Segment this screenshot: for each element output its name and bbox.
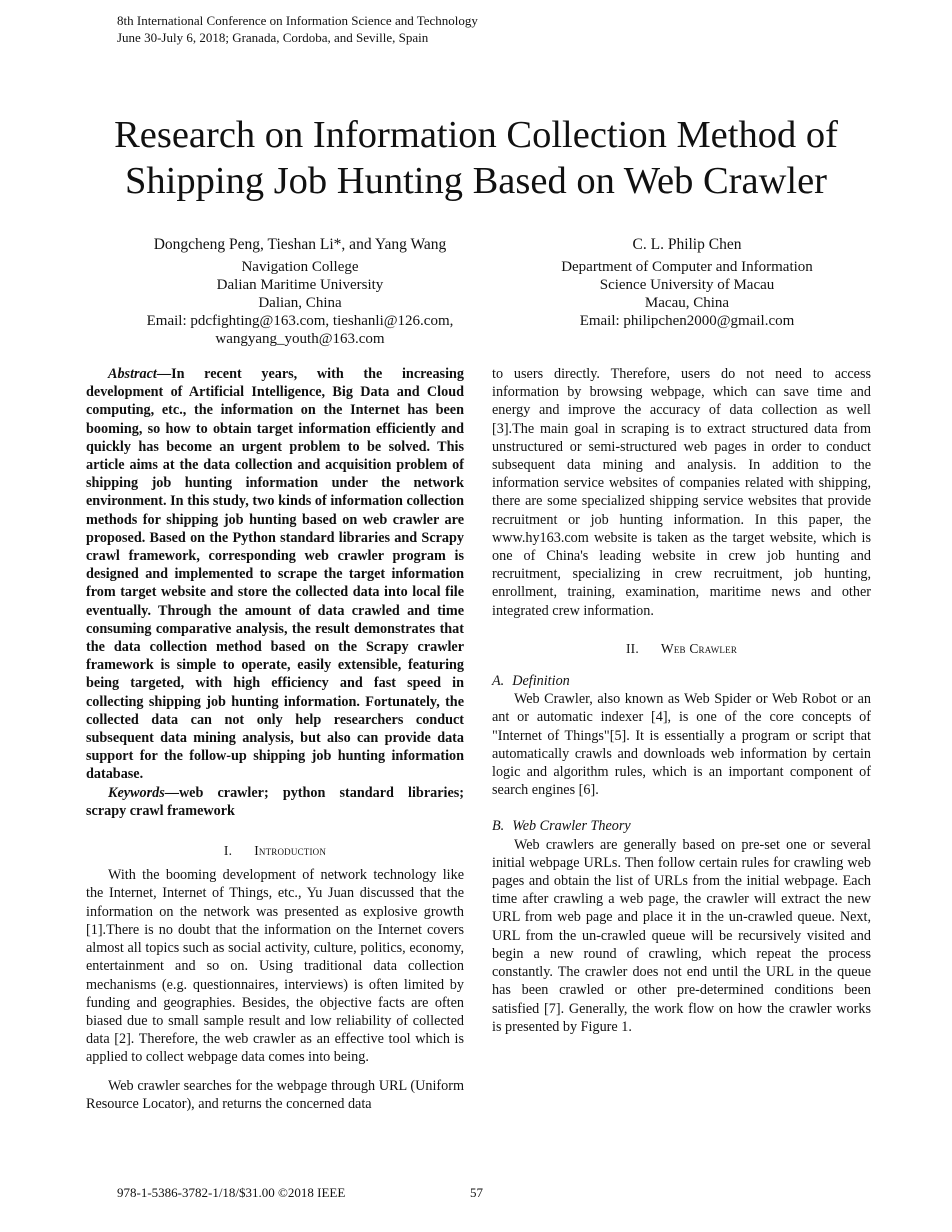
author-block-right: [500, 236, 874, 330]
right-column: [492, 365, 871, 1036]
section-title: Introduction: [254, 843, 327, 859]
author-affiliation: Science University of Macau: [599, 277, 775, 293]
author-names: C. L. Philip Chen: [632, 236, 742, 253]
author-location: Dalian, China: [258, 295, 342, 311]
subsection-title: Web Crawler Theory: [512, 818, 631, 835]
subsection-heading-definition: [492, 672, 871, 690]
conference-dates: June 30-July 6, 2018; Granada, Cordoba, and Seville, Spain: [117, 30, 429, 45]
author-block-left: [80, 236, 520, 348]
keywords-dash: —: [164, 784, 179, 801]
subsection-number: B.: [492, 818, 505, 835]
author-email: Email: pdcfighting@163.com, tieshanli@126.com,: [146, 313, 454, 329]
intro-paragraph-2: Web crawler searches for the webpage through URL (Uniform Resource Locator), and returns the concerned data: [86, 1077, 464, 1112]
keywords-label: Keywords: [108, 784, 165, 801]
subsection-number: A.: [492, 673, 505, 690]
intro-paragraph-1: With the booming development of network technology like the Internet, Internet of Things, etc., Yu Juan discussed that the information on the network was presented as explosive growth [1].There is no doubt that the information on the Internet covers almost all topics such as social activity, culture, politics, economy, entertainment and so on. Using traditional data collection mechanisms (e.g. questionnaires, interviews) is often limited by funding and geographies. Besides, the objective facts are often biased due to small sample result and low reliability of collected data [2]. Therefore, the web crawler as an effective tool which is applied to collect webpage data comes into being.: [86, 867, 464, 1066]
author-email: wangyang_youth@163.com: [215, 331, 385, 347]
author-location: Macau, China: [644, 295, 730, 311]
theory-paragraph: Web crawlers are generally based on pre-set one or several initial webpage URLs. Then follow certain rules for crawling web pages and obtain the list of URLs from the initial webpage. Each time after crawling a web page, the crawler will extract the new URL from web page and place it in the un-crawled queue. Next, URL from the un-crawled queue will be recursively visited and begin a new round of crawling, which repeat the process constantly. The crawler does not end until the URL in the queue has been crawled or other pre-determined conditions been satisfied [7]. Generally, the work flow on how the crawler works is presented by Figure 1.: [492, 836, 871, 1035]
left-column: [86, 365, 464, 1113]
author-email: Email: philipchen2000@gmail.com: [579, 313, 795, 329]
conference-name: 8th International Conference on Information Science and Technology: [117, 13, 478, 28]
keywords-text: web crawler; python standard libraries; scrapy crawl framework: [86, 784, 464, 819]
keywords: [86, 784, 464, 820]
section-heading-introduction: [86, 842, 464, 860]
section-number: II.: [625, 640, 639, 656]
title-line-1: Research on Information Collection Method of: [114, 114, 838, 156]
abstract-text: In recent years, with the increasing development of Artificial Intelligence, Big Data and Cloud computing, etc., the information on the Internet has been booming, so how to obtain target information efficiently and quickly has become an urgent problem to be solved. This article aims at the data collection and acquisition problem of shipping job hunting information under the network environment. In this study, two kinds of information collection methods for shipping job hunting based on web crawler are proposed. Based on the Python standard libraries and Scrapy crawl framework, corresponding web crawler program is designed and implemented to scrape the target information from target website and store the collected data into local file eventually. Through the amount of data crawled and time consuming comparative analysis, the result demonstrates that the data collection method based on the Scrapy crawler framework is simple to operate, easily extensible, featuring being targeted, with high efficiency and fast speed in collecting shipping job hunting information. Fortunately, the collected data can not only help researchers conduct subsequent data mining analysis, but also can provide data support for the follow-up shipping job hunting information database.: [86, 366, 464, 783]
page-number: 57: [470, 1185, 483, 1200]
abstract-label: Abstract: [108, 366, 157, 382]
author-affiliation: Dalian Maritime University: [216, 277, 384, 293]
subsection-title: Definition: [512, 673, 570, 690]
copyright-footer: 978-1-5386-3782-1/18/$31.00 ©2018 IEEE: [117, 1185, 346, 1200]
abstract-dash: —: [156, 366, 172, 382]
author-names: Dongcheng Peng, Tieshan Li*, and Yang Wang: [153, 236, 447, 253]
section-number: I.: [223, 843, 233, 859]
intro-paragraph-2-continued: to users directly. Therefore, users do not need to access information by browsing webpage, which can save time and energy and improve the accuracy of data collection as well [3].The main goal in scraping is to extract structured data from unstructured or semi-structured web pages in order to conduct subsequent data mining and analysis. In addition to the information service websites of companies related with shipping, there are some specialized shipping service websites that provide recruitment or job hunting information. In this paper, the www.hy163.com website is taken as the target website, which is one of China's leading website in crew job hunting and recruitment, specializing in crew recruitment, job hunting, enrollment, training, examination, maritime news and other integrated crew information.: [492, 366, 871, 619]
author-affiliation: Department of Computer and Information: [561, 259, 813, 275]
author-affiliation: Navigation College: [241, 259, 359, 275]
conference-header: [117, 12, 478, 46]
section-heading-web-crawler: [492, 640, 871, 658]
abstract: [86, 365, 464, 784]
definition-paragraph: Web Crawler, also known as Web Spider or Web Robot or an ant or automatic indexer [4], is one of the core concepts of "Internet of Things"[5]. It is essentially a program or script that automatically crawls and downloads web information by certain logic and algorithm rules, which is an important component of search engines [6].: [492, 691, 871, 799]
paper-title: [60, 112, 892, 204]
section-title: Web Crawler: [660, 640, 738, 656]
title-line-2: Shipping Job Hunting Based on Web Crawler: [125, 160, 827, 202]
subsection-heading-theory: [492, 817, 871, 835]
